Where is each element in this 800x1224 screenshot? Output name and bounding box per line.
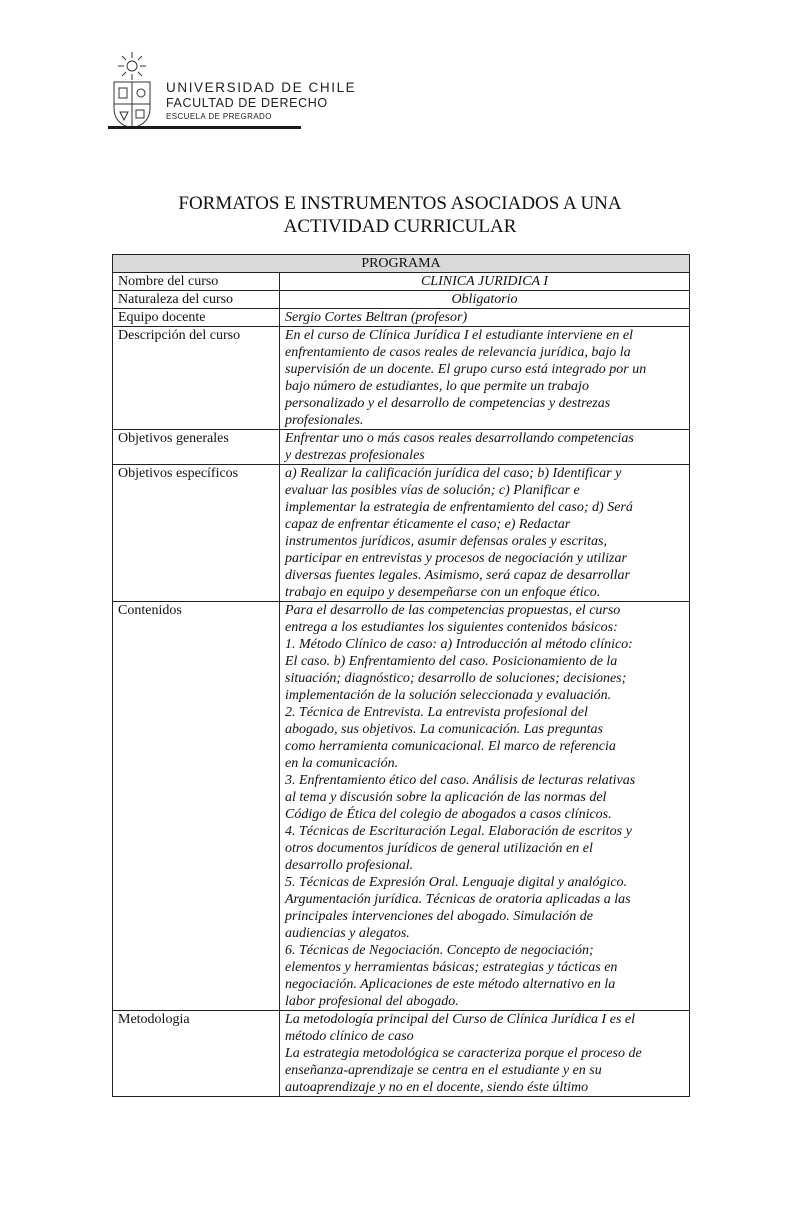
value-line: 4. Técnicas de Escrituración Legal. Elaboración de escritos y xyxy=(285,824,632,839)
table-row xyxy=(113,602,690,1011)
school-name: ESCUELA DE PREGRADO xyxy=(166,112,272,121)
value-line: trabajo en equipo y desempeñarse con un enfoque ético. xyxy=(285,585,601,600)
table-row xyxy=(113,273,690,291)
value-line: 2. Técnica de Entrevista. La entrevista profesional del xyxy=(285,705,588,720)
value-line: El caso. b) Enfrentamiento del caso. Posicionamiento de la xyxy=(285,654,618,669)
value-line: situación; diagnóstico; desarrollo de soluciones; decisiones; xyxy=(285,671,627,686)
document-title xyxy=(100,192,700,238)
value-line: La metodología principal del Curso de Clínica Jurídica I es el xyxy=(285,1012,635,1027)
table-row xyxy=(113,430,690,465)
value-line: enseñanza-aprendizaje se centra en el estudiante y en su xyxy=(285,1063,602,1078)
university-name: UNIVERSIDAD DE CHILE xyxy=(166,80,357,95)
value-line: CLINICA JURIDICA I xyxy=(420,274,549,289)
value-line: Sergio Cortes Beltran (profesor) xyxy=(285,310,468,325)
value-line: otros documentos jurídicos de general utilización en el xyxy=(285,841,593,856)
value-line: implementar la estrategia de enfrentamiento del caso; d) Será xyxy=(285,500,633,515)
value-line: a) Realizar la calificación jurídica del caso; b) Identificar y xyxy=(285,466,622,481)
value-line: desarrollo profesional. xyxy=(285,858,414,873)
university-seal-icon xyxy=(108,50,156,130)
header-rule xyxy=(108,126,301,129)
table-row xyxy=(113,327,690,430)
value-line: En el curso de Clínica Jurídica I el estudiante interviene en el xyxy=(285,328,633,343)
value-line: método clínico de caso xyxy=(285,1029,414,1044)
value-line: labor profesional del abogado. xyxy=(285,994,459,1009)
value-line: evaluar las posibles vías de solución; c) Planificar e xyxy=(285,483,580,498)
value-line: supervisión de un docente. El grupo curso está integrado por un xyxy=(285,362,647,377)
title-line-2: ACTIVIDAD CURRICULAR xyxy=(283,216,517,237)
table-row xyxy=(113,291,690,309)
value-line: elementos y herramientas básicas; estrategias y tácticas en xyxy=(285,960,618,975)
value-line: profesionales. xyxy=(285,413,364,428)
value-line: La estrategia metodológica se caracteriza porque el proceso de xyxy=(285,1046,642,1061)
institution-header xyxy=(108,50,357,130)
institution-text xyxy=(166,80,356,123)
row-label: Descripción del curso xyxy=(113,327,280,430)
value-line: en la comunicación. xyxy=(285,756,399,771)
row-label: Objetivos específicos xyxy=(113,465,280,602)
row-value xyxy=(280,327,690,430)
value-line: como herramienta comunicacional. El marco de referencia xyxy=(285,739,616,754)
value-line: instrumentos jurídicos, asumir defensas orales y escritas, xyxy=(285,534,607,549)
title-line-1: FORMATOS E INSTRUMENTOS ASOCIADOS A UNA xyxy=(178,193,622,214)
value-line: enfrentamiento de casos reales de relevancia jurídica, bajo la xyxy=(285,345,631,360)
value-line: abogado, sus objetivos. La comunicación. Las preguntas xyxy=(285,722,603,737)
row-label: Contenidos xyxy=(113,602,280,1011)
value-line: principales intervenciones del abogado. Simulación de xyxy=(285,909,593,924)
row-value xyxy=(280,430,690,465)
row-label: Metodologia xyxy=(113,1011,280,1097)
faculty-name: FACULTAD DE DERECHO xyxy=(166,96,328,110)
value-line: autoaprendizaje y no en el docente, siendo éste último xyxy=(285,1080,589,1095)
value-line: Código de Ética del colegio de abogados a casos clínicos. xyxy=(285,807,612,822)
row-value xyxy=(280,291,690,309)
value-line: implementación de la solución seleccionada y evaluación. xyxy=(285,688,612,703)
value-line: diversas fuentes legales. Asimismo, será capaz de desarrollar xyxy=(285,568,630,583)
value-line: 1. Método Clínico de caso: a) Introducción al método clínico: xyxy=(285,637,633,652)
program-table xyxy=(112,254,690,1097)
row-value xyxy=(280,309,690,327)
value-line: audiencias y alegatos. xyxy=(285,926,410,941)
value-line: Argumentación jurídica. Técnicas de oratoria aplicadas a las xyxy=(285,892,631,907)
value-line: negociación. Aplicaciones de este método alternativo en la xyxy=(285,977,616,992)
row-label: Naturaleza del curso xyxy=(113,291,280,309)
row-value xyxy=(280,1011,690,1097)
value-line: entrega a los estudiantes los siguientes contenidos básicos: xyxy=(285,620,618,635)
table-row xyxy=(113,309,690,327)
value-line: Para el desarrollo de las competencias propuestas, el curso xyxy=(285,603,621,618)
value-line: 3. Enfrentamiento ético del caso. Análisis de lecturas relativas xyxy=(285,773,636,788)
value-line: Enfrentar uno o más casos reales desarrollando competencias xyxy=(285,431,634,446)
value-line: personalizado y el desarrollo de competencias y destrezas xyxy=(285,396,611,411)
value-line: 6. Técnicas de Negociación. Concepto de negociación; xyxy=(285,943,594,958)
row-label: Nombre del curso xyxy=(113,273,280,291)
row-value xyxy=(280,273,690,291)
table-heading: PROGRAMA xyxy=(113,255,690,273)
value-line: y destrezas profesionales xyxy=(285,448,425,463)
table-row xyxy=(113,465,690,602)
value-line: al tema y discusión sobre la aplicación de las normas del xyxy=(285,790,607,805)
value-line: 5. Técnicas de Expresión Oral. Lenguaje digital y analógico. xyxy=(285,875,628,890)
row-label: Equipo docente xyxy=(113,309,280,327)
value-line: capaz de enfrentar éticamente el caso; e) Redactar xyxy=(285,517,571,532)
value-line: bajo número de estudiantes, lo que permite un trabajo xyxy=(285,379,589,394)
table-row xyxy=(113,1011,690,1097)
row-value xyxy=(280,465,690,602)
value-line: participar en entrevistas y procesos de negociación y utilizar xyxy=(285,551,627,566)
value-line: Obligatorio xyxy=(451,292,518,307)
row-value xyxy=(280,602,690,1011)
row-label: Objetivos generales xyxy=(113,430,280,465)
